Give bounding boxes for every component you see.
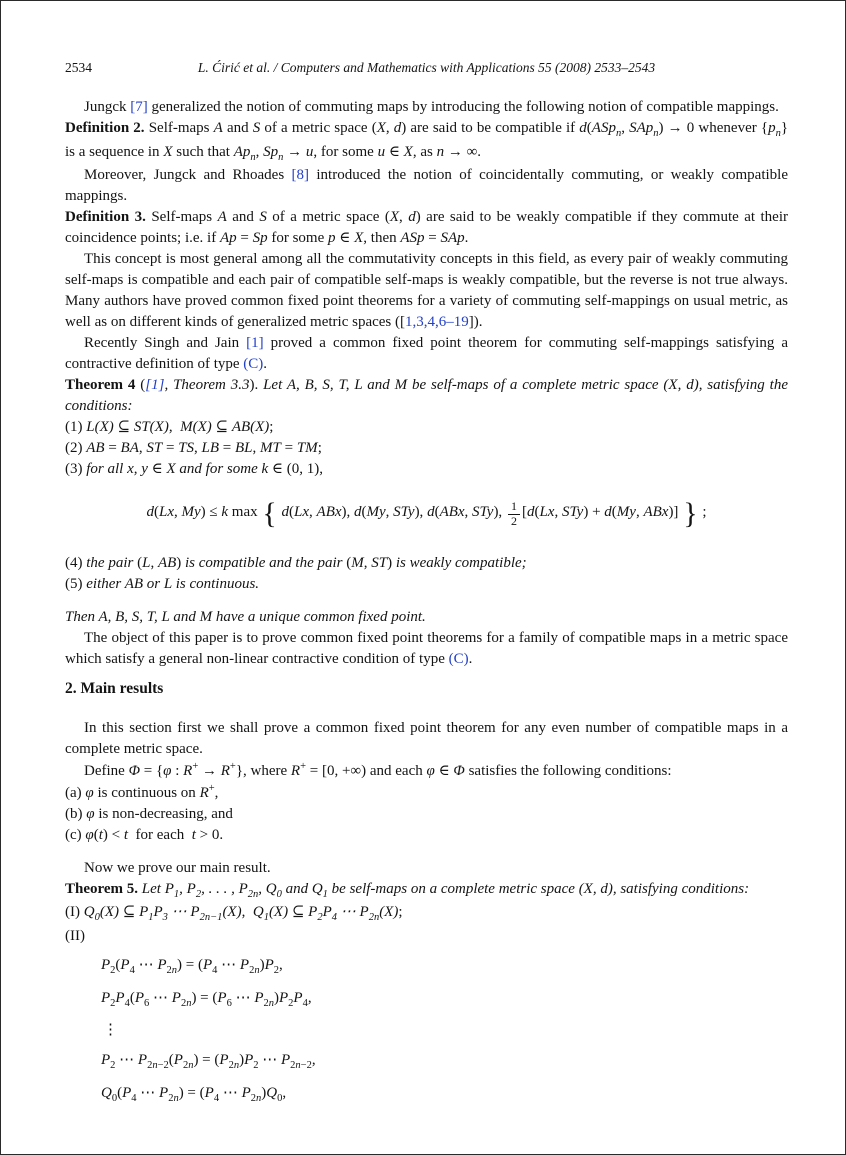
equation-row: $Q_0(P_4$ ⋯ $P_{2n}) = (P_4$ ⋯ $P_{2n})Q_0$,: [101, 1085, 287, 1105]
equation-row: $P_2$ ⋯ $P_{2n-2}(P_{2n}) = (P_{2n})P_2$ ⋯ $P_{2n-2}$,: [101, 1052, 316, 1072]
equation-row: $P_2(P_4$ ⋯ $P_{2n}) = (P_4$ ⋯ $P_{2n})P_2$,: [101, 957, 283, 977]
running-title: L. Ćirić et al. / Computers and Mathematics with Applications 55 (2008) 2533–2543: [197, 60, 656, 75]
section-heading-main-results: 2. Main results: [65, 679, 164, 697]
citation-1-3-4-6-19[interactable]: 1,3,4,6–19: [405, 314, 469, 331]
theorem-4-condition-3: (3) for all x, y ∈ X and for some k ∈ (0, 1),: [65, 461, 324, 478]
phi-condition-c: (c) φ(t) < t for each t > 0.: [65, 826, 224, 843]
paragraph-concept: This concept is most general among all the commutativity concepts in this field, as every pair of weakly commuting self-maps is compatible and each pair of compatible self-maps is weakly compatible, but the reverse is not true always. Many authors have proved common fixed point theorems for a variety of commuting self-mappings on usual metric, as well as on different kinds of generalized metric spaces ([1,3,4,6–19]).: [65, 251, 788, 331]
theorem-5-head: Theorem 5. Let $P_1$, $P_2$, . . . , $P_{2n}$, $Q_0$ and $Q_1$ be self-maps on a complete metric space (X, d), satisfying conditions:: [65, 880, 750, 900]
definition-3: Definition 3. Self-maps A and S of a metric space (X, d) are said to be weakly compatible if they commute at their coincidence points; i.e. if Ap = Sp for some p ∈ X, then ASp = SAp.: [65, 209, 789, 247]
ref-condition-C[interactable]: (C): [243, 356, 264, 373]
theorem-4-condition-1: (1) L(X) ⊆ ST(X), M(X) ⊆ AB(X);: [65, 419, 274, 436]
theorem-5-condition-II: (II): [65, 928, 85, 945]
theorem-4-condition-2: (2) AB = BA, ST = TS, LB = BL, MT = TM;: [65, 440, 322, 457]
ref-condition-C[interactable]: (C): [448, 650, 469, 667]
paragraph-recently: Recently Singh and Jain [1] proved a common fixed point theorem for commuting self-mappings satisfying a contractive definition of type (C).: [65, 335, 788, 373]
citation-1[interactable]: [1]: [246, 335, 264, 352]
paragraph-object: The object of this paper is to prove common fixed point theorems for a family of compatible maps in a metric space which satisfy a general non-linear contractive condition of type (C).: [65, 629, 788, 667]
citation-8[interactable]: [8]: [291, 167, 310, 184]
citation-7[interactable]: [7]: [130, 99, 148, 115]
theorem-4-equation: d(Lx, My) ≤ k max { d(Lx, ABx), d(My, STy), d(ABx, STy), $\frac{1}{2}$ [d(Lx, STy) + d(My, ABx)] } ;: [146, 497, 707, 531]
phi-condition-b: (b) φ is non-decreasing, and: [65, 805, 233, 822]
phi-condition-a: (a) φ is continuous on R+,: [65, 782, 219, 801]
vertical-ellipsis: ⋮: [103, 1022, 118, 1039]
paragraph-now: Now we prove our main result.: [84, 859, 271, 876]
paragraph-intro: Jungck [7] generalized the notion of commuting maps by introducing the following notion of compatible mappings.: [84, 99, 779, 115]
citation-1[interactable]: [1]: [145, 377, 165, 394]
theorem-4-conclusion: Then A, B, S, T, L and M have a unique common fixed point.: [65, 608, 426, 625]
equation-row: $P_2P_4(P_6$ ⋯ $P_{2n}) = (P_6$ ⋯ $P_{2n})P_2P_4$,: [101, 989, 312, 1009]
theorem-4-head: Theorem 4 ([1], Theorem 3.3). Let A, B, S, T, L and M be self-maps of a complete metric space (X, d), satisfying the conditions:: [65, 377, 788, 415]
page-header: [65, 59, 788, 77]
page-number: 2534: [65, 60, 92, 75]
left-brace: {: [262, 497, 277, 531]
fraction-one-half: $\frac{1}{2}$: [508, 500, 520, 529]
theorem-5-equations: [101, 955, 788, 1107]
paragraph-define-phi: Define Φ = {φ : R+ → R+}, where R+ = [0, +∞) and each φ ∈ Φ satisfies the following conditions:: [84, 760, 672, 779]
paragraph-section-intro: In this section first we shall prove a common fixed point theorem for any even number of compatible maps in a complete metric space.: [65, 719, 788, 757]
theorem-5-condition-I: (I) $Q_0(X)$ ⊆ $P_1P_3$ ⋯ $P_{2n-1}(X)$, $Q_1(X)$ ⊆ $P_2P_4$ ⋯ $P_{2n}(X)$;: [65, 904, 403, 924]
definition-2: Definition 2. Self-maps A and S of a metric space (X, d) are said to be compatible if d(ASp$_n$, SAp$_n$) → 0 whenever $\{p_n\}$ is a sequence in X such that $Ap_n$, $Sp_n \to u$, for some u ∈ X, as n → ∞.: [65, 120, 789, 163]
theorem-4-condition-4: (4) the pair (L, AB) is compatible and the pair (M, ST) is weakly compatible;: [65, 554, 527, 571]
paragraph-moreover: Moreover, Jungck and Rhoades [8] introduced the notion of coincidentally commuting, or weakly compatible mappings.: [65, 167, 788, 205]
theorem-4-condition-5: (5) either AB or L is continuous.: [65, 575, 260, 592]
right-brace: }: [683, 497, 698, 531]
